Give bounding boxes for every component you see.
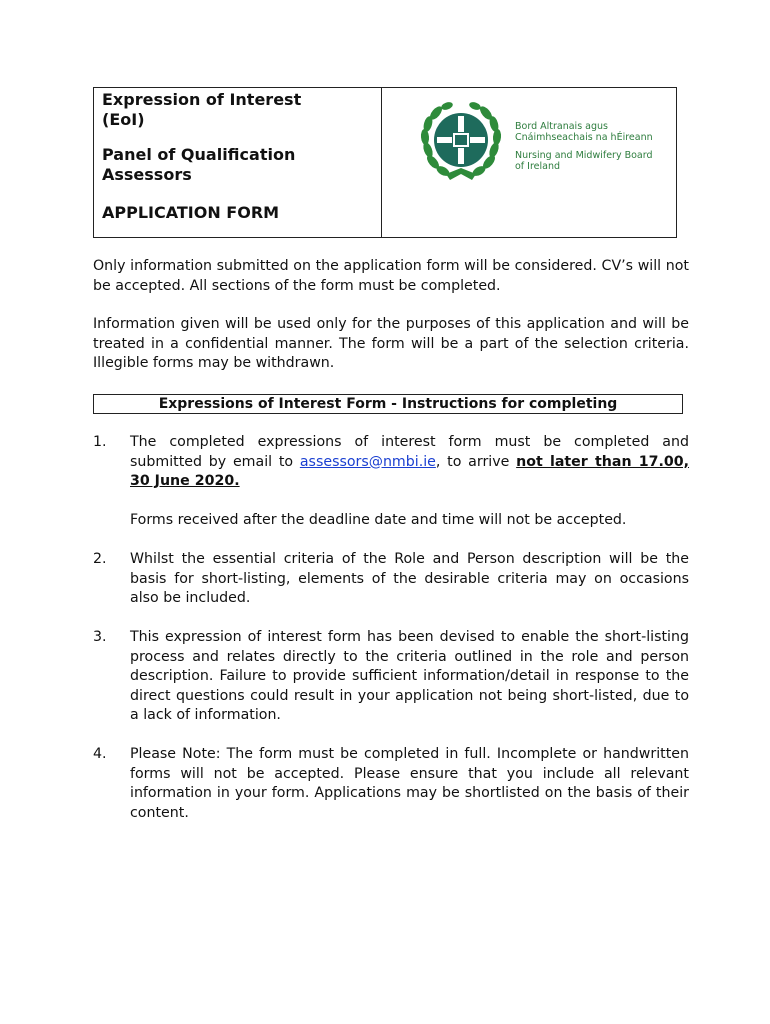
item-text: Whilst the essential criteria of the Role and Person description will be the basis for short-listing, elements of the desirable criteria may on occasions also be included. <box>130 551 689 606</box>
nmbi-logo-text <box>515 121 653 172</box>
email-link[interactable]: assessors@nmbi.ie <box>299 453 436 470</box>
header-logo-cell <box>382 88 676 237</box>
logo-irish-line1: Bord Altranais agus <box>515 121 608 132</box>
intro-paragraph-2: Information given will be used only for the purposes of this application and will be treated in a confidential manner. The form will be a part of the selection criteria. Illegible forms may be withdrawn. <box>93 316 689 371</box>
item-1-text-before: The completed expressions of interest form must be completed and submitted by email to <box>130 434 689 470</box>
form-title: APPLICATION FORM <box>102 203 280 222</box>
logo-english-line2: of Ireland <box>515 161 561 172</box>
header-title-cell <box>94 88 382 237</box>
panel-title-line1: Panel of Qualification <box>102 145 296 164</box>
item-1-text-mid: , to arrive <box>435 453 517 470</box>
intro-paragraph-1: Only information submitted on the application form will be considered. CV’s will not be accepted. All sections of the form must be completed. <box>93 258 689 294</box>
logo-irish-line2: Cnáimhseachais na hÉireann <box>515 132 653 143</box>
eoi-title-line2: (EoI) <box>102 110 145 129</box>
nmbi-wreath-logo-icon <box>416 102 506 184</box>
panel-title-line2: Assessors <box>102 165 192 184</box>
logo-english-line1: Nursing and Midwifery Board <box>515 150 653 161</box>
instructions-heading: Expressions of Interest Form - Instructions for completing <box>93 394 683 414</box>
eoi-title-line1: Expression of Interest <box>102 90 302 109</box>
item-text: This expression of interest form has been devised to enable the short-listing process and relates directly to the criteria outlined in the role and person description. Failure to provide sufficient information/detail in response to the direct questions could result in your application not being short-listed, due to a lack of information. <box>130 629 689 723</box>
header-table <box>93 87 677 238</box>
item-number: 1. <box>93 434 107 450</box>
item-number: 4. <box>93 746 107 762</box>
deadline-text: not later than 17.00, 30 June 2020. <box>130 453 690 489</box>
item-1-followup-text: Forms received after the deadline date and time will not be accepted. <box>130 512 627 528</box>
item-number: 2. <box>93 551 107 567</box>
item-number: 3. <box>93 629 107 645</box>
item-text <box>130 433 689 492</box>
item-text: Please Note: The form must be completed in full. Incomplete or handwritten forms will not be accepted. Please ensure that you include all relevant information in your form. Applications may be shortlisted on the basis of their content. <box>130 746 689 821</box>
